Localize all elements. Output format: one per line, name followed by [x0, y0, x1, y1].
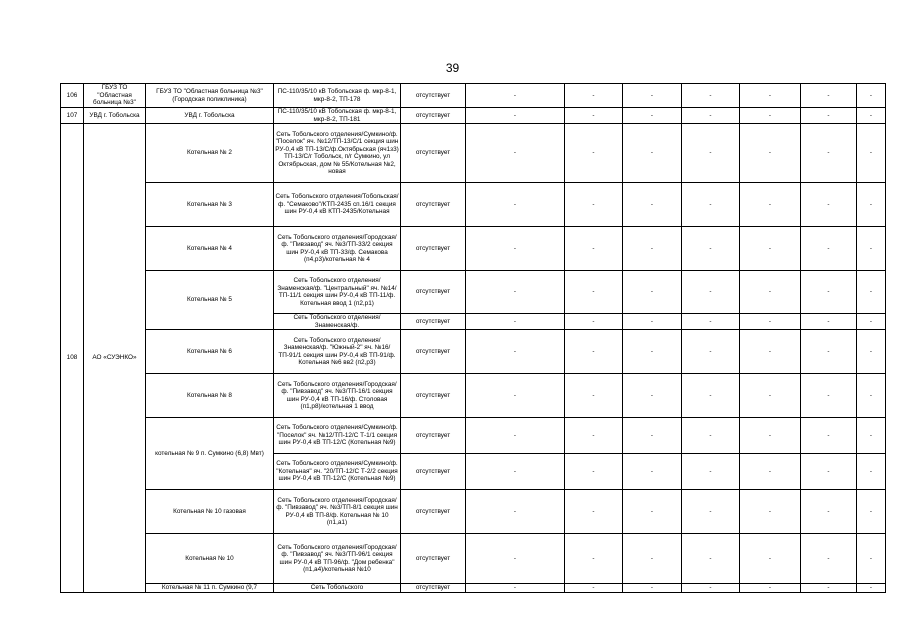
dash-cell: -: [801, 584, 857, 593]
dash-cell: -: [740, 124, 801, 183]
data-table: [60, 83, 886, 593]
dash-cell: -: [857, 271, 886, 314]
status-cell: отсутствует: [401, 534, 466, 584]
dash-cell: -: [466, 330, 565, 374]
dash-cell: -: [801, 227, 857, 271]
dash-cell: -: [565, 271, 623, 314]
object-cell: Котельная № 3: [146, 183, 274, 227]
dash-cell: -: [801, 108, 857, 124]
table-row: [61, 84, 886, 108]
dash-cell: -: [623, 124, 682, 183]
dash-cell: -: [466, 490, 565, 534]
dash-cell: -: [857, 84, 886, 108]
dash-cell: -: [682, 108, 740, 124]
dash-cell: -: [682, 490, 740, 534]
dash-cell: -: [623, 330, 682, 374]
dash-cell: -: [682, 314, 740, 330]
dash-cell: -: [623, 183, 682, 227]
dash-cell: -: [740, 374, 801, 418]
dash-cell: -: [682, 418, 740, 454]
object-cell: Котельная № 10 газовая: [146, 490, 274, 534]
status-cell: отсутствует: [401, 271, 466, 314]
dash-cell: -: [466, 183, 565, 227]
dash-cell: -: [801, 84, 857, 108]
table-row: [61, 227, 886, 271]
dash-cell: -: [740, 271, 801, 314]
dash-cell: -: [623, 374, 682, 418]
dash-cell: -: [801, 271, 857, 314]
dash-cell: -: [682, 454, 740, 490]
dash-cell: -: [466, 84, 565, 108]
dash-cell: -: [801, 124, 857, 183]
table-row: [61, 374, 886, 418]
dash-cell: -: [740, 84, 801, 108]
dash-cell: -: [801, 374, 857, 418]
dash-cell: -: [801, 490, 857, 534]
dash-cell: -: [623, 271, 682, 314]
object-cell: Котельная № 6: [146, 330, 274, 374]
dash-cell: -: [857, 183, 886, 227]
dash-cell: -: [565, 584, 623, 593]
dash-cell: -: [565, 314, 623, 330]
dash-cell: -: [801, 534, 857, 584]
table-row: [61, 108, 886, 124]
dash-cell: -: [740, 418, 801, 454]
status-cell: отсутствует: [401, 108, 466, 124]
dash-cell: -: [740, 108, 801, 124]
page-number: 39: [445, 61, 460, 75]
status-cell: отсутствует: [401, 227, 466, 271]
dash-cell: -: [466, 534, 565, 584]
dash-cell: -: [801, 418, 857, 454]
dash-cell: -: [801, 454, 857, 490]
dash-cell: -: [682, 534, 740, 584]
dash-cell: -: [740, 314, 801, 330]
supply-source-cell: Сеть Тобольского отделения/Знаменская/ф. "Центральный" яч. №14/ТП-11/1 секция шин РУ-0,4 кВ ТП-11/ф. Котельная ввод 1 (п2,р1): [274, 271, 401, 314]
table-row: [61, 330, 886, 374]
status-cell: отсутствует: [401, 314, 466, 330]
supply-source-cell: Сеть Тобольского отделения/Сумкино/ф. "Котельная" яч. "20/ТП-12/С Т-2/2 секция шин РУ-0,4 кВ ТП-12/С (Котельная №9): [274, 454, 401, 490]
dash-cell: -: [466, 418, 565, 454]
dash-cell: -: [623, 314, 682, 330]
dash-cell: -: [857, 534, 886, 584]
supply-source-cell: ПС-110/35/10 кВ Тобольская ф. мкр-8-1, мкр-8-2, ТП-181: [274, 108, 401, 124]
dash-cell: -: [623, 227, 682, 271]
supply-source-cell: Сеть Тобольского отделения/Сумкино/ф. "Поселок" яч. №12/ТП-13/С/1 секция шин РУ-0,4 кВ ТП-13/С/ф.Октябрьская (яч1з3) ТП-13/С/г Тобольск, п/г Сумкино, ул Октябрьская, дом № 55/Котельная №2, новая: [274, 124, 401, 183]
status-cell: отсутствует: [401, 330, 466, 374]
organization-cell: УВД г. Тобольска: [84, 108, 146, 124]
dash-cell: -: [623, 108, 682, 124]
dash-cell: -: [682, 271, 740, 314]
supply-source-cell: Сеть Тобольского отделения/Городская/ф. "Пивзавод" яч. №3/ТП-33/2 секция шин РУ-0,4 кВ ТП-33/ф. Семакова (п4,р3)/котельная № 4: [274, 227, 401, 271]
object-cell: котельная № 9 п. Сумкино (6,8) Мвт): [146, 418, 274, 490]
row-number: 108: [61, 124, 84, 593]
dash-cell: -: [565, 454, 623, 490]
dash-cell: -: [740, 227, 801, 271]
status-cell: отсутствует: [401, 490, 466, 534]
dash-cell: -: [857, 584, 886, 593]
dash-cell: -: [801, 183, 857, 227]
object-cell: Котельная № 2: [146, 124, 274, 183]
dash-cell: -: [857, 314, 886, 330]
dash-cell: -: [466, 108, 565, 124]
dash-cell: -: [466, 124, 565, 183]
dash-cell: -: [740, 330, 801, 374]
dash-cell: -: [565, 374, 623, 418]
object-cell: Котельная № 5: [146, 271, 274, 330]
supply-source-cell: Сеть Тобольского отделения/Знаменская/ф. "Южный-2" яч. №16/ТП-91/1 секция шин РУ-0,4 кВ ТП-91/ф. Котельная №6 вв2 (п2,р3): [274, 330, 401, 374]
dash-cell: -: [565, 330, 623, 374]
status-cell: отсутствует: [401, 374, 466, 418]
dash-cell: -: [857, 454, 886, 490]
dash-cell: -: [740, 454, 801, 490]
dash-cell: -: [857, 330, 886, 374]
dash-cell: -: [801, 330, 857, 374]
dash-cell: -: [801, 314, 857, 330]
table-row: [61, 124, 886, 183]
object-cell: УВД г. Тобольска: [146, 108, 274, 124]
object-cell: Котельная № 10: [146, 534, 274, 584]
supply-source-cell: Сеть Тобольского отделения/Знаменская/ф.: [274, 314, 401, 330]
supply-source-cell: ПС-110/35/10 кВ Тобольская ф. мкр-8-1, мкр-8-2, ТП-178: [274, 84, 401, 108]
dash-cell: -: [857, 227, 886, 271]
table-row: [61, 534, 886, 584]
table-row: [61, 584, 886, 593]
table-row: [61, 490, 886, 534]
dash-cell: -: [623, 584, 682, 593]
object-cell: ГБУЗ ТО "Областная больница №3" (Городская поликлиника): [146, 84, 274, 108]
supply-source-cell: Сеть Тобольского отделения/Городская/ф. "Пивзавод" яч. №3/ТП-8/1 секция шин РУ-0,4 кВ ТП-8/ф. Котельная № 10 (п1,а1): [274, 490, 401, 534]
dash-cell: -: [466, 227, 565, 271]
dash-cell: -: [565, 108, 623, 124]
dash-cell: -: [466, 271, 565, 314]
row-number: 106: [61, 84, 84, 108]
dash-cell: -: [466, 374, 565, 418]
supply-source-cell: Сеть Тобольского отделения/Сумкино/ф. "Поселок" яч. №12/ТП-12/С Т-1/1 секция шин РУ-0,4 кВ ТП-12/С (Котельная №9): [274, 418, 401, 454]
dash-cell: -: [857, 490, 886, 534]
table-row: [61, 183, 886, 227]
dash-cell: -: [565, 490, 623, 534]
status-cell: отсутствует: [401, 454, 466, 490]
supply-source-cell: Сеть Тобольского: [274, 584, 401, 593]
dash-cell: -: [682, 183, 740, 227]
organization-cell: АО «СУЭНКО»: [84, 124, 146, 593]
dash-cell: -: [682, 374, 740, 418]
status-cell: отсутствует: [401, 84, 466, 108]
dash-cell: -: [623, 490, 682, 534]
dash-cell: -: [682, 84, 740, 108]
dash-cell: -: [740, 490, 801, 534]
table-row: [61, 418, 886, 454]
supply-source-cell: Сеть Тобольского отделения/Городская/ф. "Пивзавод" яч. №3/ТП-16/1 секция шин РУ-0,4 кВ ТП-16/ф. Столовая (п1,р8)/котельная 1 ввод: [274, 374, 401, 418]
dash-cell: -: [740, 183, 801, 227]
status-cell: отсутствует: [401, 124, 466, 183]
dash-cell: -: [565, 418, 623, 454]
dash-cell: -: [565, 227, 623, 271]
organization-cell: ГБУЗ ТО "Областная больница №3": [84, 84, 146, 108]
status-cell: отсутствует: [401, 418, 466, 454]
dash-cell: -: [682, 227, 740, 271]
dash-cell: -: [857, 418, 886, 454]
dash-cell: -: [857, 108, 886, 124]
object-cell: Котельная № 4: [146, 227, 274, 271]
object-cell: Котельная № 11 п. Сумкино (9,7: [146, 584, 274, 593]
status-cell: отсутствует: [401, 584, 466, 593]
object-cell: Котельная № 8: [146, 374, 274, 418]
dash-cell: -: [857, 124, 886, 183]
dash-cell: -: [682, 584, 740, 593]
dash-cell: -: [565, 534, 623, 584]
dash-cell: -: [565, 84, 623, 108]
supply-source-cell: Сеть Тобольского отделения/Городская/ф. "Пивзавод" яч. №3/ТП-96/1 секция шин РУ-0,4 кВ ТП-96/ф. "Дом ребенка" (п1,а4)/котельная №10: [274, 534, 401, 584]
dash-cell: -: [682, 330, 740, 374]
dash-cell: -: [857, 374, 886, 418]
dash-cell: -: [682, 124, 740, 183]
supply-source-cell: Сеть Тобольского отделения/Тобольская/ф. "Семаково"/КТП-2435 сп.16/1 секция шин РУ-0,4 кВ КТП-2435/Котельная: [274, 183, 401, 227]
dash-cell: -: [565, 124, 623, 183]
table-row: [61, 271, 886, 314]
dash-cell: -: [565, 183, 623, 227]
dash-cell: -: [623, 418, 682, 454]
row-number: 107: [61, 108, 84, 124]
dash-cell: -: [623, 454, 682, 490]
status-cell: отсутствует: [401, 183, 466, 227]
dash-cell: -: [623, 534, 682, 584]
dash-cell: -: [740, 534, 801, 584]
dash-cell: -: [623, 84, 682, 108]
dash-cell: -: [466, 314, 565, 330]
dash-cell: -: [466, 584, 565, 593]
dash-cell: -: [466, 454, 565, 490]
dash-cell: -: [740, 584, 801, 593]
